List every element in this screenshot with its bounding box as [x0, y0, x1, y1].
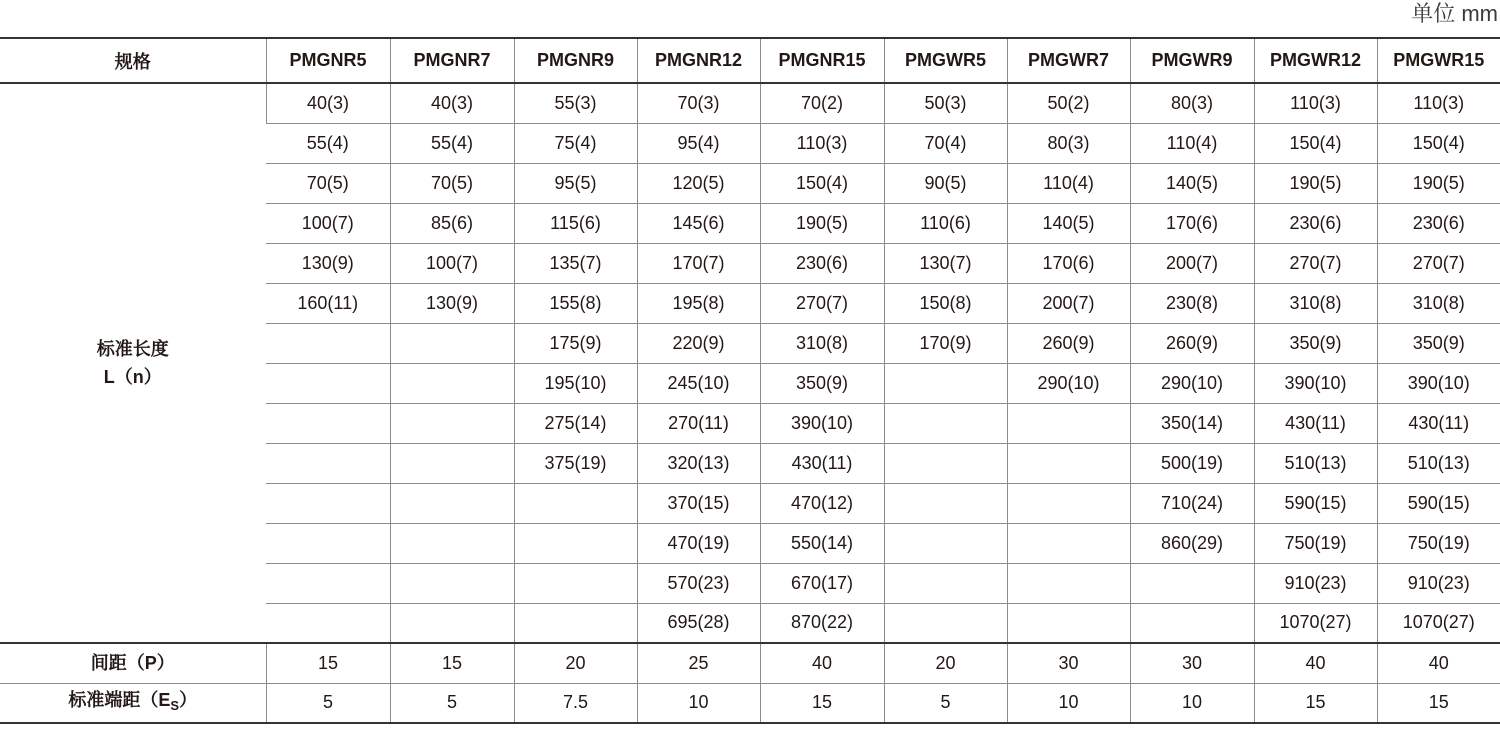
length-cell: 120(5) — [637, 163, 760, 203]
length-cell: 190(5) — [1254, 163, 1377, 203]
length-cell: 245(10) — [637, 363, 760, 403]
length-cell: 100(7) — [266, 203, 390, 243]
length-cell: 40(3) — [390, 83, 514, 123]
header-row — [0, 38, 1500, 83]
spec-table-body — [0, 83, 1500, 723]
length-cell: 390(10) — [1254, 363, 1377, 403]
length-cell: 80(3) — [1130, 83, 1254, 123]
length-cell: 150(4) — [760, 163, 884, 203]
model-header: PMGNR9 — [514, 38, 637, 83]
length-row — [0, 83, 1500, 123]
length-cell: 390(10) — [760, 403, 884, 443]
length-cell: 230(6) — [760, 243, 884, 283]
model-header: PMGNR15 — [760, 38, 884, 83]
length-cell: 270(11) — [637, 403, 760, 443]
length-cell — [1007, 403, 1130, 443]
model-header: PMGNR12 — [637, 38, 760, 83]
length-cell: 70(3) — [637, 83, 760, 123]
length-cell: 430(11) — [1254, 403, 1377, 443]
length-cell: 100(7) — [390, 243, 514, 283]
model-header: PMGWR15 — [1377, 38, 1500, 83]
pitch-cell: 40 — [760, 643, 884, 683]
length-cell: 350(9) — [1377, 323, 1500, 363]
length-cell: 155(8) — [514, 283, 637, 323]
length-cell: 230(6) — [1254, 203, 1377, 243]
length-cell: 170(6) — [1130, 203, 1254, 243]
length-cell — [1007, 563, 1130, 603]
length-cell: 510(13) — [1254, 443, 1377, 483]
end-distance-cell: 5 — [884, 683, 1007, 723]
length-cell: 200(7) — [1007, 283, 1130, 323]
length-cell: 870(22) — [760, 603, 884, 643]
end-distance-cell: 5 — [266, 683, 390, 723]
length-cell: 375(19) — [514, 443, 637, 483]
pitch-cell: 40 — [1254, 643, 1377, 683]
end-distance-label — [0, 683, 266, 723]
length-cell — [390, 563, 514, 603]
length-label-line1: 标准长度 — [96, 339, 169, 359]
length-cell: 110(3) — [1377, 83, 1500, 123]
length-cell: 470(12) — [760, 483, 884, 523]
pitch-cell: 30 — [1007, 643, 1130, 683]
length-cell — [1007, 523, 1130, 563]
length-cell: 55(4) — [390, 123, 514, 163]
length-cell — [1007, 443, 1130, 483]
length-cell — [514, 603, 637, 643]
end-distance-cell: 10 — [1007, 683, 1130, 723]
model-header: PMGNR5 — [266, 38, 390, 83]
length-cell: 170(7) — [637, 243, 760, 283]
length-cell: 95(4) — [637, 123, 760, 163]
length-cell — [390, 603, 514, 643]
length-cell: 260(9) — [1130, 323, 1254, 363]
length-cell: 90(5) — [884, 163, 1007, 203]
length-cell: 170(9) — [884, 323, 1007, 363]
length-cell — [266, 523, 390, 563]
length-cell — [884, 403, 1007, 443]
length-cell: 200(7) — [1130, 243, 1254, 283]
length-cell: 310(8) — [760, 323, 884, 363]
end-label-subscript: S — [170, 697, 180, 713]
header-label: 规格 — [0, 38, 266, 83]
length-cell: 70(5) — [266, 163, 390, 203]
end-label-prefix: 标准端距（E — [68, 689, 171, 710]
length-cell — [884, 363, 1007, 403]
length-label-line2: L（n） — [103, 367, 162, 387]
length-cell: 190(5) — [1377, 163, 1500, 203]
length-cell: 115(6) — [514, 203, 637, 243]
length-cell — [884, 443, 1007, 483]
model-header: PMGWR9 — [1130, 38, 1254, 83]
model-header: PMGWR12 — [1254, 38, 1377, 83]
length-cell: 150(4) — [1254, 123, 1377, 163]
length-cell: 370(15) — [637, 483, 760, 523]
pitch-cell: 40 — [1377, 643, 1500, 683]
length-cell — [266, 483, 390, 523]
length-cell: 270(7) — [1254, 243, 1377, 283]
length-cell — [1007, 483, 1130, 523]
length-cell: 270(7) — [1377, 243, 1500, 283]
pitch-cell: 20 — [884, 643, 1007, 683]
spec-table — [0, 37, 1500, 724]
length-cell: 350(9) — [1254, 323, 1377, 363]
length-cell: 70(4) — [884, 123, 1007, 163]
length-cell: 270(7) — [760, 283, 884, 323]
length-cell: 75(4) — [514, 123, 637, 163]
length-cell — [1130, 603, 1254, 643]
length-cell: 175(9) — [514, 323, 637, 363]
length-cell — [1007, 603, 1130, 643]
length-cell: 430(11) — [760, 443, 884, 483]
length-cell — [514, 483, 637, 523]
length-cell: 590(15) — [1254, 483, 1377, 523]
length-cell: 110(6) — [884, 203, 1007, 243]
length-cell: 85(6) — [390, 203, 514, 243]
length-cell: 390(10) — [1377, 363, 1500, 403]
length-cell — [390, 523, 514, 563]
length-cell: 310(8) — [1377, 283, 1500, 323]
length-cell: 110(3) — [760, 123, 884, 163]
length-cell: 170(6) — [1007, 243, 1130, 283]
length-cell — [390, 403, 514, 443]
length-cell — [390, 323, 514, 363]
end-distance-cell: 15 — [760, 683, 884, 723]
length-cell: 260(9) — [1007, 323, 1130, 363]
length-cell: 290(10) — [1007, 363, 1130, 403]
length-cell — [884, 603, 1007, 643]
length-cell: 110(4) — [1007, 163, 1130, 203]
model-header: PMGNR7 — [390, 38, 514, 83]
length-cell — [266, 603, 390, 643]
length-cell: 590(15) — [1377, 483, 1500, 523]
length-cell: 130(9) — [266, 243, 390, 283]
length-cell: 135(7) — [514, 243, 637, 283]
length-cell — [266, 363, 390, 403]
length-cell — [884, 483, 1007, 523]
length-cell: 750(19) — [1254, 523, 1377, 563]
length-cell: 750(19) — [1377, 523, 1500, 563]
length-cell: 70(2) — [760, 83, 884, 123]
length-cell — [266, 563, 390, 603]
unit-label: 单位 mm — [1411, 1, 1498, 26]
end-distance-cell: 10 — [1130, 683, 1254, 723]
length-cell: 570(23) — [637, 563, 760, 603]
length-cell: 470(19) — [637, 523, 760, 563]
length-cell: 350(9) — [760, 363, 884, 403]
end-label-suffix: ） — [179, 689, 198, 710]
length-cell: 195(8) — [637, 283, 760, 323]
length-cell: 310(8) — [1254, 283, 1377, 323]
length-cell: 1070(27) — [1254, 603, 1377, 643]
length-cell — [390, 483, 514, 523]
length-cell: 145(6) — [637, 203, 760, 243]
length-cell: 550(14) — [760, 523, 884, 563]
length-cell: 95(5) — [514, 163, 637, 203]
length-cell: 195(10) — [514, 363, 637, 403]
length-cell: 695(28) — [637, 603, 760, 643]
length-cell: 55(3) — [514, 83, 637, 123]
length-cell: 710(24) — [1130, 483, 1254, 523]
length-cell: 190(5) — [760, 203, 884, 243]
length-cell: 150(8) — [884, 283, 1007, 323]
length-cell: 50(2) — [1007, 83, 1130, 123]
pitch-cell: 25 — [637, 643, 760, 683]
end-distance-row — [0, 683, 1500, 723]
length-cell: 670(17) — [760, 563, 884, 603]
end-distance-cell: 15 — [1254, 683, 1377, 723]
length-cell — [266, 443, 390, 483]
length-cell — [884, 563, 1007, 603]
pitch-cell: 15 — [266, 643, 390, 683]
length-cell: 50(3) — [884, 83, 1007, 123]
length-cell: 910(23) — [1254, 563, 1377, 603]
model-header: PMGWR7 — [1007, 38, 1130, 83]
length-cell: 130(9) — [390, 283, 514, 323]
length-cell: 40(3) — [266, 83, 390, 123]
length-cell — [514, 563, 637, 603]
length-cell: 230(6) — [1377, 203, 1500, 243]
length-cell: 110(4) — [1130, 123, 1254, 163]
length-cell — [390, 443, 514, 483]
pitch-cell: 15 — [390, 643, 514, 683]
length-cell — [884, 523, 1007, 563]
length-cell: 1070(27) — [1377, 603, 1500, 643]
length-cell: 910(23) — [1377, 563, 1500, 603]
length-cell: 275(14) — [514, 403, 637, 443]
length-cell: 140(5) — [1130, 163, 1254, 203]
length-cell: 110(3) — [1254, 83, 1377, 123]
length-cell — [1130, 563, 1254, 603]
length-cell: 220(9) — [637, 323, 760, 363]
pitch-cell: 30 — [1130, 643, 1254, 683]
end-distance-cell: 15 — [1377, 683, 1500, 723]
length-cell: 510(13) — [1377, 443, 1500, 483]
end-distance-cell: 10 — [637, 683, 760, 723]
length-cell: 160(11) — [266, 283, 390, 323]
length-cell — [390, 363, 514, 403]
length-cell: 290(10) — [1130, 363, 1254, 403]
length-cell: 130(7) — [884, 243, 1007, 283]
length-cell — [266, 403, 390, 443]
length-cell: 140(5) — [1007, 203, 1130, 243]
length-cell: 350(14) — [1130, 403, 1254, 443]
pitch-label: 间距（P） — [0, 643, 266, 683]
length-cell: 860(29) — [1130, 523, 1254, 563]
length-cell — [514, 523, 637, 563]
length-cell — [266, 323, 390, 363]
length-cell: 70(5) — [390, 163, 514, 203]
length-cell: 320(13) — [637, 443, 760, 483]
length-cell: 230(8) — [1130, 283, 1254, 323]
length-cell: 150(4) — [1377, 123, 1500, 163]
model-header: PMGWR5 — [884, 38, 1007, 83]
pitch-row — [0, 643, 1500, 683]
length-cell: 430(11) — [1377, 403, 1500, 443]
end-distance-cell: 7.5 — [514, 683, 637, 723]
length-cell: 80(3) — [1007, 123, 1130, 163]
length-label — [0, 83, 266, 643]
pitch-cell: 20 — [514, 643, 637, 683]
length-cell: 55(4) — [266, 123, 390, 163]
length-cell: 500(19) — [1130, 443, 1254, 483]
end-distance-cell: 5 — [390, 683, 514, 723]
